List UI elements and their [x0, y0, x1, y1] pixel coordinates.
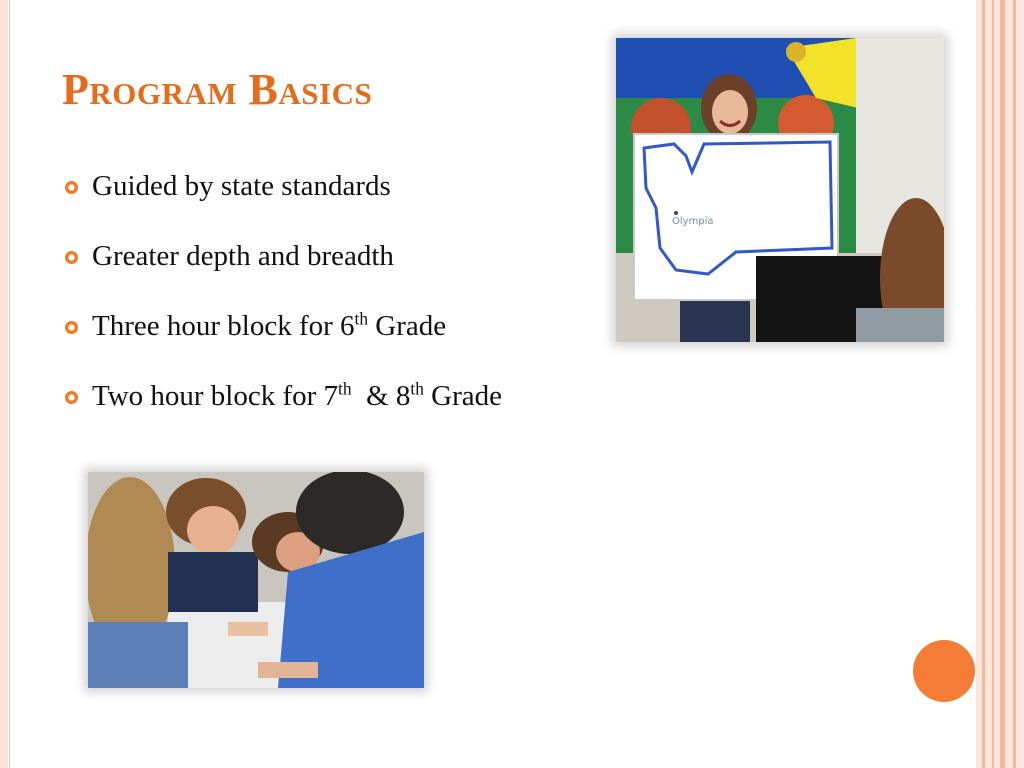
ordinal-suffix: th — [410, 378, 424, 399]
bullet-text: Guided by state standards — [92, 170, 391, 202]
photo-student-with-map — [616, 38, 944, 342]
left-edge-strip — [0, 0, 8, 768]
left-edge-line — [9, 0, 10, 768]
bullet-text-end: Grade — [368, 310, 447, 342]
bullet-icon — [65, 251, 78, 264]
decorative-orange-circle — [913, 640, 975, 702]
bullet-item — [62, 376, 502, 446]
bullet-icon — [65, 321, 78, 334]
bullet-icon — [65, 181, 78, 194]
bullet-text-mid: & 8 — [351, 380, 411, 412]
bullet-item — [62, 306, 502, 376]
right-border-stripes — [976, 0, 1024, 768]
ordinal-suffix: th — [338, 378, 352, 399]
bullet-icon — [65, 391, 78, 404]
bullet-text-end: Grade — [423, 380, 503, 412]
ordinal-suffix: th — [354, 308, 369, 329]
photo-students-at-table — [88, 472, 424, 688]
bullet-item — [62, 236, 502, 306]
bullet-item — [62, 166, 502, 236]
bullet-list — [62, 166, 502, 446]
slide-title: Program Basics — [62, 65, 373, 114]
map-label: Olympia — [672, 216, 714, 227]
bullet-text: Greater depth and breadth — [92, 240, 394, 272]
bullet-text: Three hour block for 6 — [92, 310, 355, 342]
bullet-text: Two hour block for 7 — [92, 380, 339, 412]
